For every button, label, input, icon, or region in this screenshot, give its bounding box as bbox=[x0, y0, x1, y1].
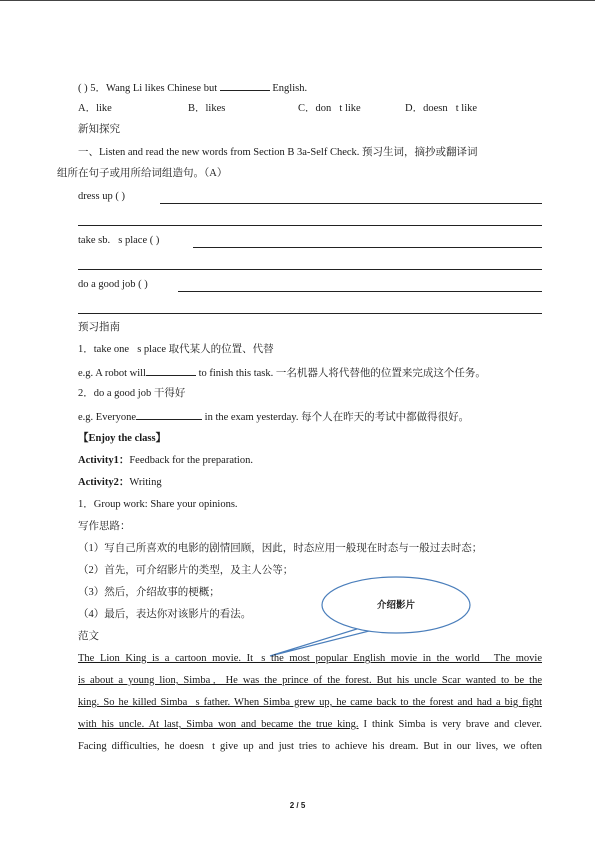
options-row bbox=[78, 102, 542, 116]
option-c[interactable]: C．don t like bbox=[298, 103, 361, 114]
answer-line[interactable] bbox=[193, 247, 542, 248]
guide-title: 预习指南 bbox=[78, 322, 120, 333]
ideas-title: 写作思路： bbox=[78, 521, 131, 532]
answer-line[interactable] bbox=[78, 225, 542, 226]
question-stem-text: ( ) 5．Wang Li likes Chinese but bbox=[78, 83, 218, 94]
sample-title: 范文 bbox=[78, 631, 99, 642]
sample-line: Facing difficulties, he doesn t give up and just tries to achieve his dream. But in our lives, we often bbox=[78, 741, 542, 752]
group-work: 1．Group work: Share your opinions. bbox=[78, 499, 238, 510]
guide-example-1: e.g. A robot will to finish this task. 一名机器人将代替他的位置来完成这个任务。 bbox=[78, 365, 486, 381]
question-stem-end: English. bbox=[272, 83, 308, 94]
sample-line: is about a young lion, Simba．He was the prince of the forest. But his uncle Scar wanted to be the bbox=[78, 675, 542, 686]
task1-line1: 一、Listen and read the new words from Section B 3a-Self Check. 预习生词，摘抄或翻译词 bbox=[78, 147, 478, 158]
callout-label: 介绍影片 bbox=[376, 601, 415, 611]
task1-line2: 组所在句子或用所给词组造句。（A） bbox=[57, 168, 228, 179]
sample-line: with his uncle. At last, Simba won and became the true king. I think Simba is very brave and clever. bbox=[78, 719, 542, 730]
sample-line: The Lion King is a cartoon movie. It s the most popular English movie in the world．The movie bbox=[78, 653, 542, 664]
idea-item: （2）首先，可介绍影片的类型，及主人公等； bbox=[78, 565, 294, 576]
activity-2: Activity2：Writing bbox=[78, 477, 162, 488]
page-number: 2 / 5 bbox=[289, 801, 306, 810]
guide-item-1: 1．take one s place 取代某人的位置、代替 bbox=[78, 344, 274, 355]
sample-line: king. So he killed Simba s father. When Simba grew up, he came back to the forest and had a big fight bbox=[78, 697, 542, 708]
option-a[interactable]: A．like bbox=[78, 103, 112, 114]
class-heading: 【Enjoy the class】 bbox=[78, 433, 167, 444]
guide-item-2: 2．do a good job 干得好 bbox=[78, 388, 186, 399]
answer-line[interactable] bbox=[78, 269, 542, 270]
idea-item: （1）写自己所喜欢的电影的剧情回顾，因此，时态应用一般现在时态与一般过去时态； bbox=[78, 543, 483, 554]
answer-line[interactable] bbox=[160, 203, 542, 204]
idea-item: （4）最后，表达你对该影片的看法。 bbox=[78, 609, 252, 620]
phrase-label-dress-up: dress up ( ) bbox=[78, 191, 125, 202]
idea-item: （3）然后，介绍故事的梗概； bbox=[78, 587, 220, 598]
section-heading-new: 新知探究 bbox=[78, 124, 120, 135]
answer-blank[interactable] bbox=[146, 365, 196, 376]
phrase-label-take-place: take sb. s place ( ) bbox=[78, 235, 160, 246]
option-d[interactable]: D．doesn t like bbox=[405, 103, 478, 114]
answer-blank[interactable] bbox=[220, 80, 270, 91]
option-b[interactable]: B．likes bbox=[188, 103, 226, 114]
answer-line[interactable] bbox=[178, 291, 542, 292]
answer-blank[interactable] bbox=[136, 409, 202, 420]
phrase-label-good-job: do a good job ( ) bbox=[78, 279, 148, 290]
callout-bubble bbox=[262, 570, 472, 665]
header-rule bbox=[0, 0, 595, 1]
question-stem bbox=[78, 80, 307, 96]
activity-1: Activity1：Feedback for the preparation. bbox=[78, 455, 253, 466]
answer-line[interactable] bbox=[78, 313, 542, 314]
guide-example-2: e.g. Everyone in the exam yesterday. 每个人在昨天的考试中都做得很好。 bbox=[78, 409, 469, 425]
